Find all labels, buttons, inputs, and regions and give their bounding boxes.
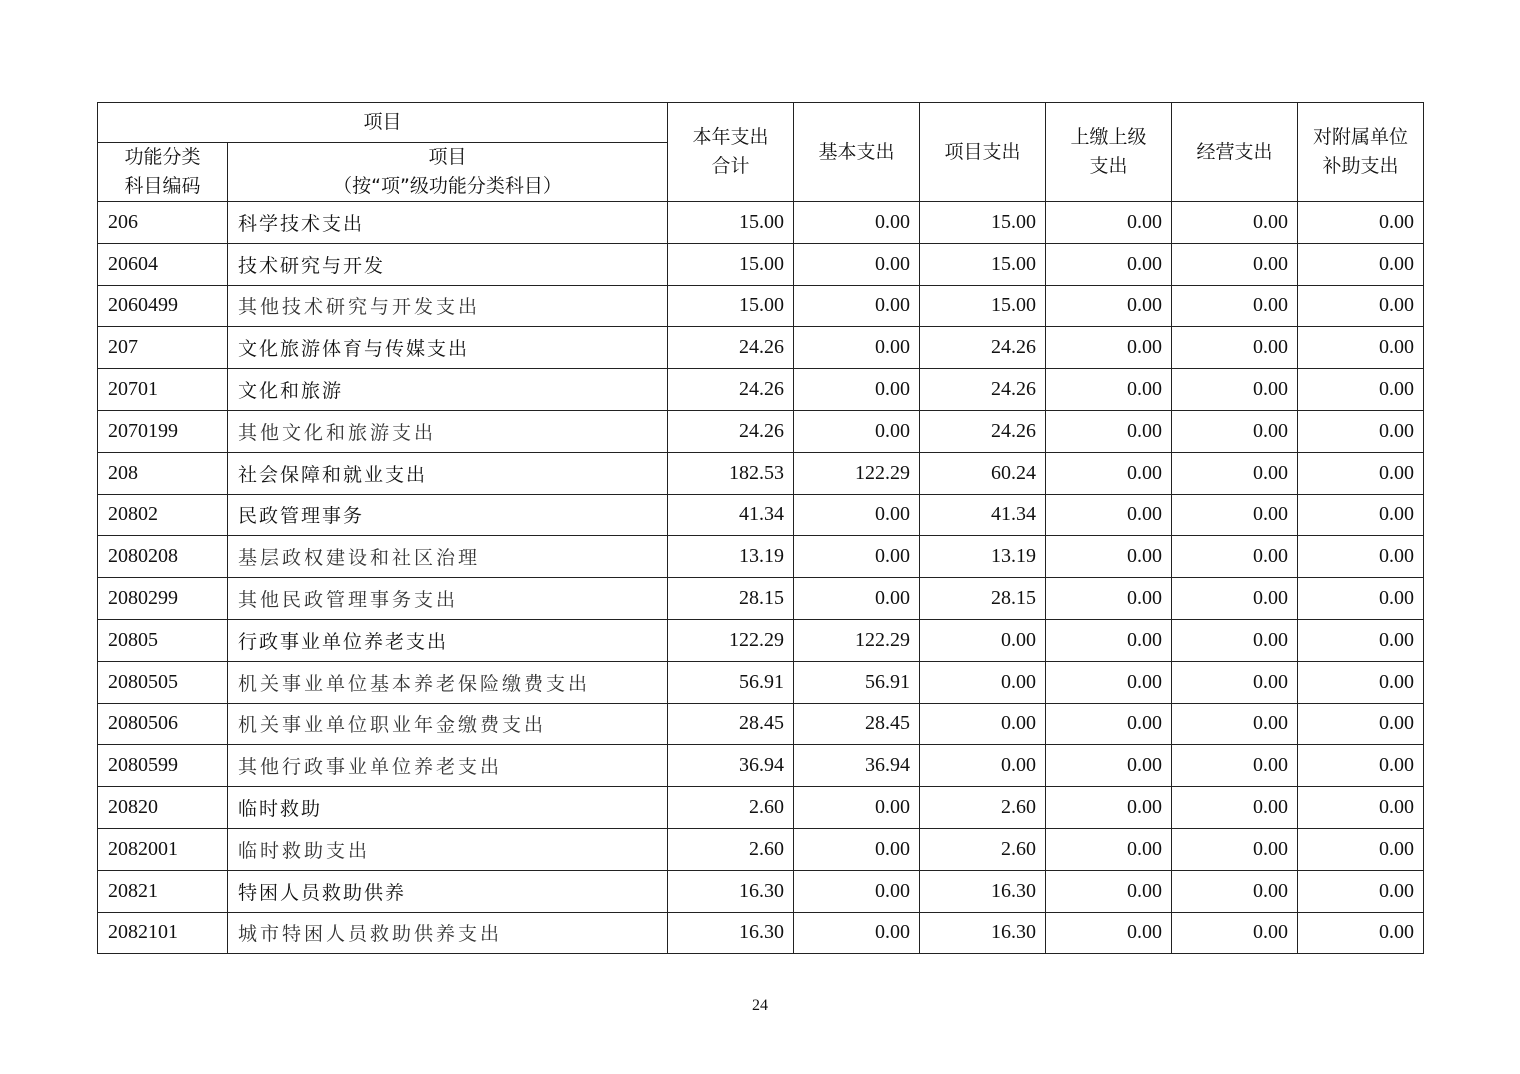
- row-name: 机关事业单位职业年金缴费支出: [228, 703, 668, 745]
- row-upper-payment-value: 0.00: [1046, 703, 1172, 745]
- item-header-line1: 项目: [428, 146, 467, 168]
- row-project-value: 0.00: [920, 703, 1046, 745]
- table-row: [98, 870, 1424, 912]
- row-basic-value: 0.00: [794, 870, 920, 912]
- row-total-value: 24.26: [668, 369, 794, 411]
- row-subsidiary-value: 0.00: [1298, 285, 1424, 327]
- table-row: [98, 828, 1424, 870]
- row-upper-payment-value: 0.00: [1046, 536, 1172, 578]
- row-operating-value: 0.00: [1172, 410, 1298, 452]
- row-upper-payment-value: 0.00: [1046, 285, 1172, 327]
- row-operating-value: 0.00: [1172, 619, 1298, 661]
- total-expenditure-label: 本年支出 合计: [692, 126, 769, 177]
- table-row: [98, 202, 1424, 244]
- row-subsidiary-value: 0.00: [1298, 661, 1424, 703]
- row-project-value: 60.24: [920, 452, 1046, 494]
- row-project-value: 16.30: [920, 870, 1046, 912]
- upper-level-payment-label: 上缴上级 支出: [1070, 126, 1147, 177]
- table-row: [98, 285, 1424, 327]
- row-name: 临时救助支出: [228, 828, 668, 870]
- row-subsidiary-value: 0.00: [1298, 410, 1424, 452]
- row-basic-value: 28.45: [794, 703, 920, 745]
- row-name: 文化旅游体育与传媒支出: [228, 327, 668, 369]
- row-project-value: 2.60: [920, 828, 1046, 870]
- row-basic-value: 0.00: [794, 410, 920, 452]
- table-row: [98, 369, 1424, 411]
- row-code: 2080506: [98, 703, 228, 745]
- row-operating-value: 0.00: [1172, 327, 1298, 369]
- row-name: 特困人员救助供养: [228, 870, 668, 912]
- row-basic-value: 0.00: [794, 912, 920, 954]
- row-basic-value: 0.00: [794, 828, 920, 870]
- row-upper-payment-value: 0.00: [1046, 452, 1172, 494]
- row-code: 2080299: [98, 578, 228, 620]
- row-operating-value: 0.00: [1172, 452, 1298, 494]
- total-expenditure-header: [668, 103, 794, 202]
- row-project-value: 0.00: [920, 745, 1046, 787]
- row-subsidiary-value: 0.00: [1298, 703, 1424, 745]
- row-project-value: 0.00: [920, 619, 1046, 661]
- row-name: 临时救助: [228, 787, 668, 829]
- page-number: 24: [752, 997, 768, 1014]
- row-subsidiary-value: 0.00: [1298, 787, 1424, 829]
- item-header-line2: （按“项”级功能分类科目）: [333, 175, 562, 197]
- row-subsidiary-value: 0.00: [1298, 369, 1424, 411]
- row-operating-value: 0.00: [1172, 703, 1298, 745]
- row-project-value: 24.26: [920, 369, 1046, 411]
- row-total-value: 56.91: [668, 661, 794, 703]
- row-upper-payment-value: 0.00: [1046, 787, 1172, 829]
- table-row: [98, 745, 1424, 787]
- row-operating-value: 0.00: [1172, 828, 1298, 870]
- row-basic-value: 0.00: [794, 202, 920, 244]
- subsidiary-subsidy-label: 对附属单位 补助支出: [1313, 126, 1409, 177]
- row-code: 20802: [98, 494, 228, 536]
- table-row: [98, 494, 1424, 536]
- upper-level-payment-header: [1046, 103, 1172, 202]
- row-basic-value: 0.00: [794, 787, 920, 829]
- row-upper-payment-value: 0.00: [1046, 327, 1172, 369]
- row-subsidiary-value: 0.00: [1298, 578, 1424, 620]
- row-operating-value: 0.00: [1172, 661, 1298, 703]
- row-basic-value: 0.00: [794, 243, 920, 285]
- row-upper-payment-value: 0.00: [1046, 619, 1172, 661]
- row-subsidiary-value: 0.00: [1298, 912, 1424, 954]
- table-row: [98, 452, 1424, 494]
- table-row: [98, 661, 1424, 703]
- row-code: 2080208: [98, 536, 228, 578]
- row-basic-value: 0.00: [794, 536, 920, 578]
- row-total-value: 13.19: [668, 536, 794, 578]
- row-code: 20820: [98, 787, 228, 829]
- row-total-value: 2.60: [668, 787, 794, 829]
- row-project-value: 41.34: [920, 494, 1046, 536]
- row-total-value: 2.60: [668, 828, 794, 870]
- row-name: 行政事业单位养老支出: [228, 619, 668, 661]
- table-row: [98, 619, 1424, 661]
- row-operating-value: 0.00: [1172, 536, 1298, 578]
- row-basic-value: 56.91: [794, 661, 920, 703]
- budget-expenditure-table: [97, 102, 1424, 954]
- row-operating-value: 0.00: [1172, 243, 1298, 285]
- row-name: 其他文化和旅游支出: [228, 410, 668, 452]
- row-project-value: 24.26: [920, 410, 1046, 452]
- row-operating-value: 0.00: [1172, 494, 1298, 536]
- row-name: 技术研究与开发: [228, 243, 668, 285]
- table-row: [98, 327, 1424, 369]
- row-upper-payment-value: 0.00: [1046, 661, 1172, 703]
- row-code: 20805: [98, 619, 228, 661]
- table-row: [98, 912, 1424, 954]
- row-total-value: 28.15: [668, 578, 794, 620]
- row-project-value: 13.19: [920, 536, 1046, 578]
- row-upper-payment-value: 0.00: [1046, 870, 1172, 912]
- row-project-value: 16.30: [920, 912, 1046, 954]
- row-total-value: 15.00: [668, 285, 794, 327]
- row-name: 其他技术研究与开发支出: [228, 285, 668, 327]
- row-upper-payment-value: 0.00: [1046, 369, 1172, 411]
- row-code: 2080505: [98, 661, 228, 703]
- row-code: 2070199: [98, 410, 228, 452]
- row-project-value: 2.60: [920, 787, 1046, 829]
- row-operating-value: 0.00: [1172, 870, 1298, 912]
- row-basic-value: 0.00: [794, 327, 920, 369]
- row-operating-value: 0.00: [1172, 578, 1298, 620]
- row-basic-value: 36.94: [794, 745, 920, 787]
- row-basic-value: 0.00: [794, 494, 920, 536]
- row-total-value: 15.00: [668, 243, 794, 285]
- row-name: 基层政权建设和社区治理: [228, 536, 668, 578]
- row-total-value: 122.29: [668, 619, 794, 661]
- row-name: 社会保障和就业支出: [228, 452, 668, 494]
- row-operating-value: 0.00: [1172, 202, 1298, 244]
- row-operating-value: 0.00: [1172, 787, 1298, 829]
- row-total-value: 36.94: [668, 745, 794, 787]
- row-upper-payment-value: 0.00: [1046, 828, 1172, 870]
- row-code: 2060499: [98, 285, 228, 327]
- row-name: 其他行政事业单位养老支出: [228, 745, 668, 787]
- row-operating-value: 0.00: [1172, 745, 1298, 787]
- row-code: 208: [98, 452, 228, 494]
- row-project-value: 28.15: [920, 578, 1046, 620]
- project-expenditure-header: 项目支出: [920, 103, 1046, 202]
- row-basic-value: 122.29: [794, 619, 920, 661]
- row-upper-payment-value: 0.00: [1046, 494, 1172, 536]
- row-upper-payment-value: 0.00: [1046, 578, 1172, 620]
- row-code: 2082001: [98, 828, 228, 870]
- row-upper-payment-value: 0.00: [1046, 912, 1172, 954]
- row-operating-value: 0.00: [1172, 912, 1298, 954]
- row-upper-payment-value: 0.00: [1046, 243, 1172, 285]
- row-total-value: 16.30: [668, 870, 794, 912]
- row-name: 城市特困人员救助供养支出: [228, 912, 668, 954]
- row-total-value: 16.30: [668, 912, 794, 954]
- function-code-header: [98, 143, 228, 202]
- table-row: [98, 410, 1424, 452]
- row-subsidiary-value: 0.00: [1298, 870, 1424, 912]
- table-row: [98, 243, 1424, 285]
- row-total-value: 24.26: [668, 327, 794, 369]
- table-row: [98, 578, 1424, 620]
- row-subsidiary-value: 0.00: [1298, 202, 1424, 244]
- row-name: 机关事业单位基本养老保险缴费支出: [228, 661, 668, 703]
- row-basic-value: 0.00: [794, 369, 920, 411]
- row-subsidiary-value: 0.00: [1298, 327, 1424, 369]
- item-header: [228, 143, 668, 202]
- row-code: 20604: [98, 243, 228, 285]
- project-group-header: 项目: [98, 103, 668, 143]
- row-upper-payment-value: 0.00: [1046, 745, 1172, 787]
- basic-expenditure-header: 基本支出: [794, 103, 920, 202]
- row-subsidiary-value: 0.00: [1298, 243, 1424, 285]
- row-total-value: 24.26: [668, 410, 794, 452]
- row-operating-value: 0.00: [1172, 369, 1298, 411]
- row-project-value: 15.00: [920, 285, 1046, 327]
- row-name: 科学技术支出: [228, 202, 668, 244]
- row-subsidiary-value: 0.00: [1298, 452, 1424, 494]
- row-name: 文化和旅游: [228, 369, 668, 411]
- row-code: 20821: [98, 870, 228, 912]
- row-subsidiary-value: 0.00: [1298, 745, 1424, 787]
- row-subsidiary-value: 0.00: [1298, 828, 1424, 870]
- row-project-value: 24.26: [920, 327, 1046, 369]
- row-code: 2080599: [98, 745, 228, 787]
- table-body: [98, 202, 1424, 954]
- row-total-value: 182.53: [668, 452, 794, 494]
- row-code: 2082101: [98, 912, 228, 954]
- table-row: [98, 787, 1424, 829]
- row-code: 20701: [98, 369, 228, 411]
- row-code: 207: [98, 327, 228, 369]
- row-subsidiary-value: 0.00: [1298, 494, 1424, 536]
- row-subsidiary-value: 0.00: [1298, 619, 1424, 661]
- row-basic-value: 122.29: [794, 452, 920, 494]
- row-upper-payment-value: 0.00: [1046, 202, 1172, 244]
- row-subsidiary-value: 0.00: [1298, 536, 1424, 578]
- row-operating-value: 0.00: [1172, 285, 1298, 327]
- row-upper-payment-value: 0.00: [1046, 410, 1172, 452]
- row-name: 其他民政管理事务支出: [228, 578, 668, 620]
- row-project-value: 0.00: [920, 661, 1046, 703]
- row-basic-value: 0.00: [794, 285, 920, 327]
- row-name: 民政管理事务: [228, 494, 668, 536]
- table-row: [98, 536, 1424, 578]
- row-basic-value: 0.00: [794, 578, 920, 620]
- table-row: [98, 703, 1424, 745]
- operating-expenditure-header: 经营支出: [1172, 103, 1298, 202]
- row-project-value: 15.00: [920, 243, 1046, 285]
- function-code-label: 功能分类 科目编码: [124, 146, 201, 197]
- subsidiary-subsidy-header: [1298, 103, 1424, 202]
- row-code: 206: [98, 202, 228, 244]
- row-total-value: 15.00: [668, 202, 794, 244]
- row-total-value: 28.45: [668, 703, 794, 745]
- row-total-value: 41.34: [668, 494, 794, 536]
- row-project-value: 15.00: [920, 202, 1046, 244]
